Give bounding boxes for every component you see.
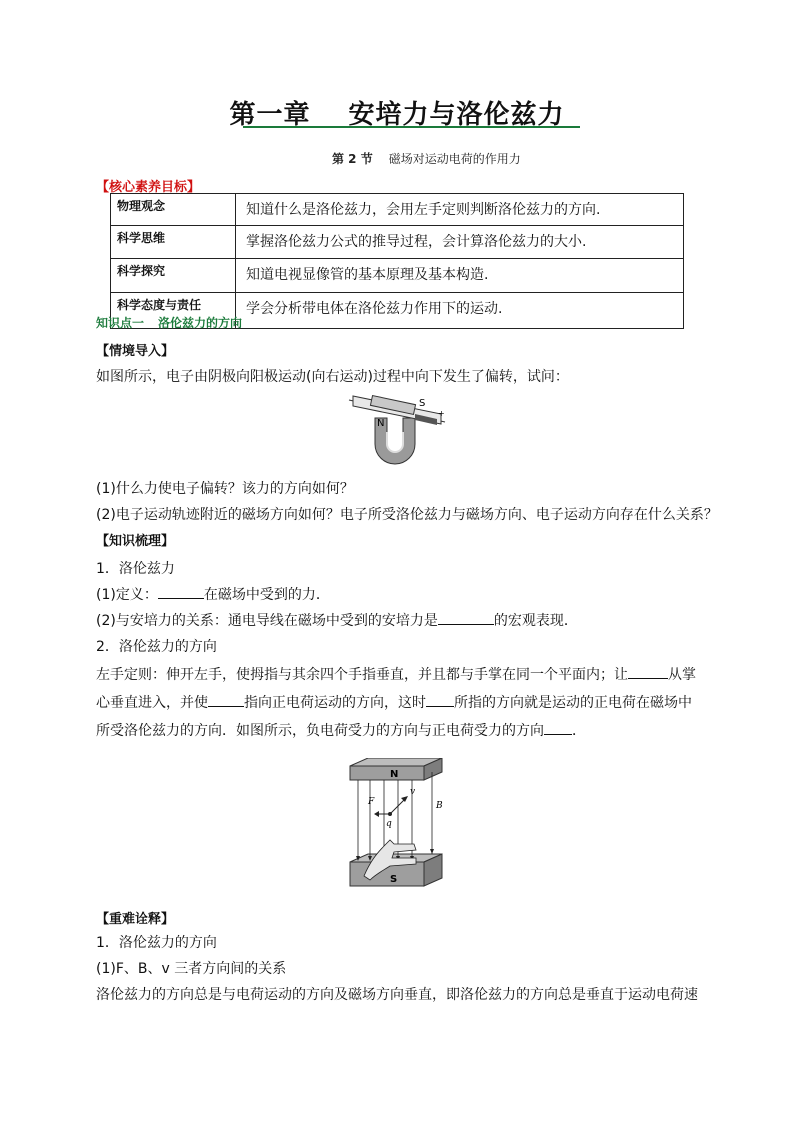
- title-underline: [243, 126, 580, 128]
- chapter-name: 安培力与洛伦兹力: [348, 100, 565, 130]
- knowledge-item-2: 2．洛伦兹力的方向: [96, 639, 217, 655]
- relation-suffix: 的宏观表现．: [493, 613, 578, 629]
- rule-text: 所受洛伦兹力的方向．如图所示，负电荷受力的方向与正电荷受力的方向: [96, 723, 544, 739]
- knowledge-point-title: 洛伦兹力的方向: [158, 316, 243, 330]
- fig2-label-n: N: [390, 769, 399, 780]
- table-row: [111, 226, 684, 259]
- definition-prefix: (1)定义：: [96, 587, 158, 603]
- relation-prefix: (2)与安培力的关系：通电导线在磁场中受到的安培力是: [96, 613, 438, 629]
- answer-blank[interactable]: [208, 692, 244, 707]
- knowledge-item-1: 1．洛伦兹力: [96, 561, 175, 577]
- knowledge-heading: 【知识梳理】: [96, 534, 175, 549]
- relation-line: [96, 610, 578, 630]
- fig2-label-f: F: [368, 797, 375, 807]
- section-number: 第 2 节: [332, 152, 373, 166]
- rule-text: 所指的方向就是运动的正电荷在磁场中: [454, 695, 692, 711]
- answer-blank[interactable]: [158, 584, 204, 599]
- rule-text: 指向正电荷运动的方向，这时: [244, 695, 426, 711]
- scenario-intro: 如图所示，电子由阴极向阳极运动(向右运动)过程中向下发生了偏转，试问：: [96, 369, 569, 385]
- definition-suffix: 在磁场中受到的力．: [203, 587, 330, 603]
- difficulty-subitem-1: (1)F、B、v 三者方向间的关系: [96, 961, 287, 977]
- section-subtitle: [332, 150, 521, 167]
- fig1-label-s: S: [419, 398, 426, 409]
- scenario-heading: 【情境导入】: [96, 344, 175, 359]
- rule-text: 心垂直进入，并使: [96, 695, 208, 711]
- scenario-question-2: (2)电子运动轨迹附近的磁场方向如何？电子所受洛伦兹力与磁场方向、电子运动方向存在什么关系？: [96, 507, 718, 523]
- fig2-label-s: S: [390, 874, 398, 885]
- left-hand-rule-line-2: [96, 692, 692, 712]
- fig2-label-v: v: [410, 787, 416, 797]
- answer-blank[interactable]: [426, 692, 454, 707]
- cathode-ray-magnet-figure: [345, 392, 455, 468]
- goal-value: 掌握洛伦兹力公式的推导过程，会计算洛伦兹力的大小.: [236, 226, 684, 259]
- rule-text: 左手定则：伸开左手，使拇指与其余四个手指垂直，并且都与手掌在同一个平面内；让: [96, 667, 628, 683]
- fig1-label-plus: +: [438, 409, 445, 418]
- fig2-label-b: B: [436, 801, 443, 811]
- difficulty-heading: 【重难诠释】: [96, 912, 175, 927]
- left-hand-rule-line-3: [96, 720, 586, 740]
- goal-value: 知道电视显像管的基本原理及基本构造.: [236, 259, 684, 293]
- knowledge-point-number: 知识点一: [96, 316, 145, 330]
- goal-key: 科学态度与责任: [111, 293, 236, 329]
- goal-key: 科学思维: [111, 226, 236, 259]
- left-hand-rule-line-1: [96, 664, 696, 684]
- definition-line: [96, 584, 330, 604]
- left-hand-rule-figure: [346, 758, 448, 898]
- table-row: [111, 194, 684, 226]
- goal-value: 知道什么是洛伦兹力，会用左手定则判断洛伦兹力的方向.: [236, 194, 684, 226]
- fig1-label-n: N: [377, 418, 385, 429]
- chapter-number: 第一章: [229, 100, 311, 130]
- section-title: 磁场对运动电荷的作用力: [388, 152, 521, 166]
- answer-blank[interactable]: [544, 720, 572, 735]
- goal-key: 科学探究: [111, 259, 236, 293]
- core-goals-label: 【核心素养目标】: [96, 180, 201, 195]
- rule-text: ．: [572, 723, 586, 739]
- core-goals-table: [110, 193, 684, 329]
- answer-blank[interactable]: [628, 664, 668, 679]
- fig2-label-q: q: [386, 819, 392, 829]
- knowledge-point-heading: [96, 314, 242, 331]
- table-row: [111, 259, 684, 293]
- rule-text: 从掌: [668, 667, 696, 683]
- answer-blank[interactable]: [438, 610, 494, 625]
- goal-key: 物理观念: [111, 194, 236, 226]
- difficulty-paragraph: 洛伦兹力的方向总是与电荷运动的方向及磁场方向垂直，即洛伦兹力的方向总是垂直于运动电荷速: [96, 987, 698, 1003]
- scenario-question-1: (1)什么力使电子偏转？该力的方向如何？: [96, 481, 354, 497]
- goal-value: 学会分析带电体在洛伦兹力作用下的运动.: [236, 293, 684, 329]
- difficulty-item-1: 1．洛伦兹力的方向: [96, 935, 217, 951]
